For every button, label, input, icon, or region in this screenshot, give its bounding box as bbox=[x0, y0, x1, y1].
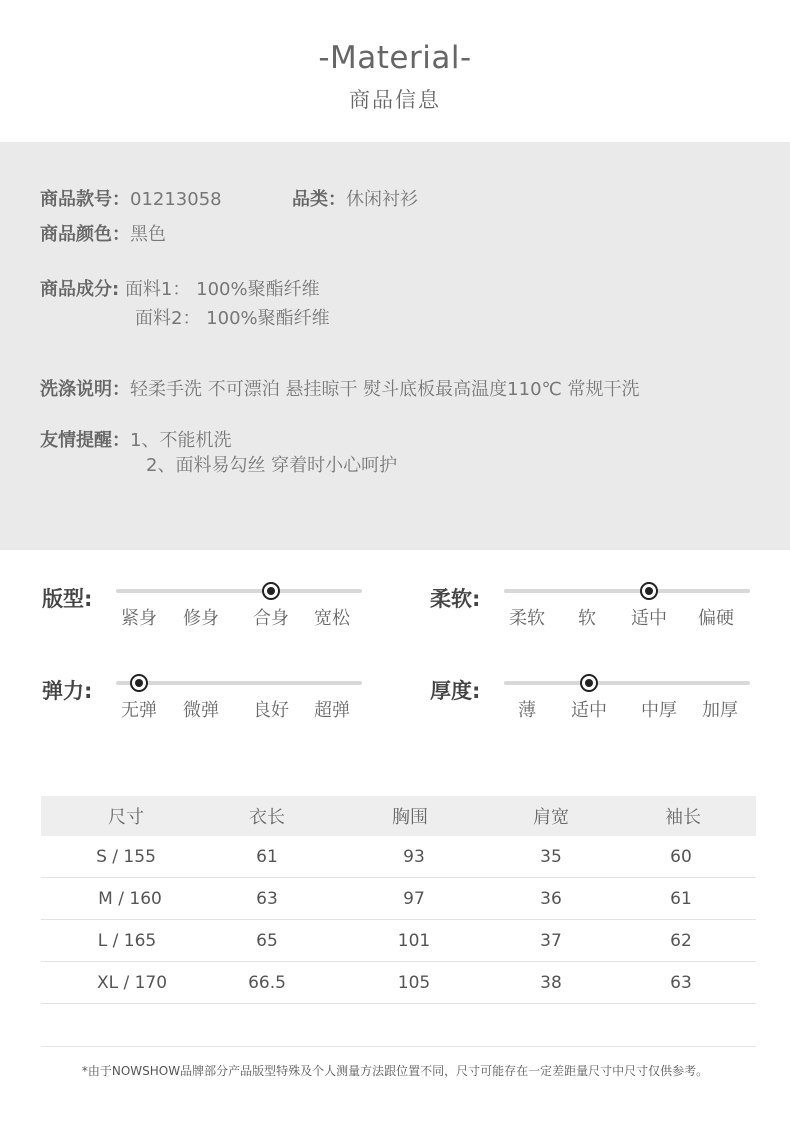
slider-option: 偏硬 bbox=[698, 608, 734, 629]
slider-option: 超弹 bbox=[314, 700, 350, 721]
cell-chest: 105 bbox=[397, 972, 431, 993]
header-sleeve: 袖长 bbox=[665, 807, 701, 828]
slider-option: 紧身 bbox=[121, 608, 157, 629]
slider-track bbox=[504, 589, 750, 593]
attribute-title: 版型: bbox=[42, 587, 93, 611]
table-row bbox=[41, 920, 756, 962]
slider-option: 软 bbox=[578, 608, 596, 629]
composition-row bbox=[40, 275, 320, 301]
category-row bbox=[292, 185, 418, 211]
cell-sleeve: 63 bbox=[670, 972, 692, 993]
color-row bbox=[40, 220, 166, 246]
cell-size: XL / 170 bbox=[96, 972, 168, 993]
slider-option: 修身 bbox=[183, 608, 219, 629]
title-en: -Material- bbox=[318, 40, 472, 76]
material-header bbox=[0, 0, 790, 142]
cell-chest: 93 bbox=[403, 846, 425, 867]
color-value: 黑色 bbox=[130, 224, 166, 245]
header-length: 衣长 bbox=[249, 807, 285, 828]
item-no-value: 01213058 bbox=[130, 189, 222, 210]
slider-track bbox=[504, 681, 750, 685]
tips-label: 友情提醒： bbox=[40, 430, 130, 451]
header-size: 尺寸 bbox=[108, 807, 144, 828]
tips-line-2: 2、面料易勾丝 穿着时小心呵护 bbox=[146, 455, 398, 476]
attribute-title: 柔软: bbox=[430, 587, 481, 611]
slider-knob bbox=[640, 582, 658, 600]
attribute-title: 厚度: bbox=[430, 679, 481, 703]
table-row bbox=[41, 962, 756, 1004]
slider-option: 良好 bbox=[253, 700, 289, 721]
title-cn: 商品信息 bbox=[349, 88, 441, 112]
header-chest: 胸围 bbox=[392, 807, 428, 828]
cell-length: 65 bbox=[256, 930, 278, 951]
item-no-row bbox=[40, 185, 222, 211]
slider-option: 微弹 bbox=[183, 700, 219, 721]
composition-label: 商品成分: bbox=[40, 279, 120, 300]
size-disclaimer: *由于NOWSHOW品牌部分产品版型特殊及个人测量方法跟位置不同，尺寸可能存在一定差距量尺寸中尺寸仅供参考。 bbox=[81, 1064, 709, 1078]
color-label: 商品颜色： bbox=[40, 224, 130, 245]
slider-option: 加厚 bbox=[702, 700, 738, 721]
cell-sleeve: 62 bbox=[670, 930, 692, 951]
wash-label: 洗涤说明： bbox=[40, 379, 130, 400]
cell-size: M / 160 bbox=[98, 888, 162, 909]
cell-length: 63 bbox=[256, 888, 278, 909]
slider-knob bbox=[580, 674, 598, 692]
slider-knob bbox=[262, 582, 280, 600]
slider-option: 适中 bbox=[631, 608, 667, 629]
attribute-title: 弹力: bbox=[42, 679, 93, 703]
cell-chest: 101 bbox=[397, 930, 431, 951]
slider-option: 适中 bbox=[571, 700, 607, 721]
cell-sleeve: 60 bbox=[670, 846, 692, 867]
wash-value: 轻柔手洗 不可漂泊 悬挂晾干 熨斗底板最高温度110℃ 常规干洗 bbox=[130, 379, 640, 400]
table-row bbox=[41, 878, 756, 920]
cell-size: L / 165 bbox=[97, 930, 157, 951]
table-row bbox=[41, 836, 756, 878]
cell-shoulder: 35 bbox=[540, 846, 562, 867]
header-shoulder: 肩宽 bbox=[533, 807, 569, 828]
category-value: 休闲衬衫 bbox=[346, 189, 418, 210]
tips-line-1: 1、不能机洗 bbox=[130, 430, 232, 451]
cell-size: S / 155 bbox=[96, 846, 156, 867]
tips-row bbox=[40, 426, 231, 452]
cell-shoulder: 37 bbox=[540, 930, 562, 951]
cell-length: 61 bbox=[256, 846, 278, 867]
footer-divider bbox=[41, 1046, 756, 1047]
composition-line-2: 面料2： 100%聚酯纤维 bbox=[135, 308, 330, 329]
size-table bbox=[41, 796, 756, 1004]
slider-option: 中厚 bbox=[641, 700, 677, 721]
slider-option: 宽松 bbox=[314, 608, 350, 629]
cell-length: 66.5 bbox=[248, 972, 286, 993]
slider-knob bbox=[130, 674, 148, 692]
cell-chest: 97 bbox=[403, 888, 425, 909]
slider-track bbox=[116, 589, 362, 593]
cell-sleeve: 61 bbox=[670, 888, 692, 909]
cell-shoulder: 36 bbox=[540, 888, 562, 909]
product-info-panel bbox=[0, 142, 790, 550]
slider-option: 柔软 bbox=[509, 608, 545, 629]
wash-row bbox=[40, 375, 639, 401]
cell-shoulder: 38 bbox=[540, 972, 562, 993]
composition-line-1: 面料1： 100%聚酯纤维 bbox=[124, 279, 320, 300]
slider-option: 薄 bbox=[518, 700, 536, 721]
slider-option: 合身 bbox=[253, 608, 289, 629]
category-label: 品类： bbox=[292, 189, 346, 210]
slider-track bbox=[116, 681, 362, 685]
size-table-header bbox=[41, 796, 756, 836]
slider-option: 无弹 bbox=[121, 700, 157, 721]
item-no-label: 商品款号： bbox=[40, 189, 130, 210]
